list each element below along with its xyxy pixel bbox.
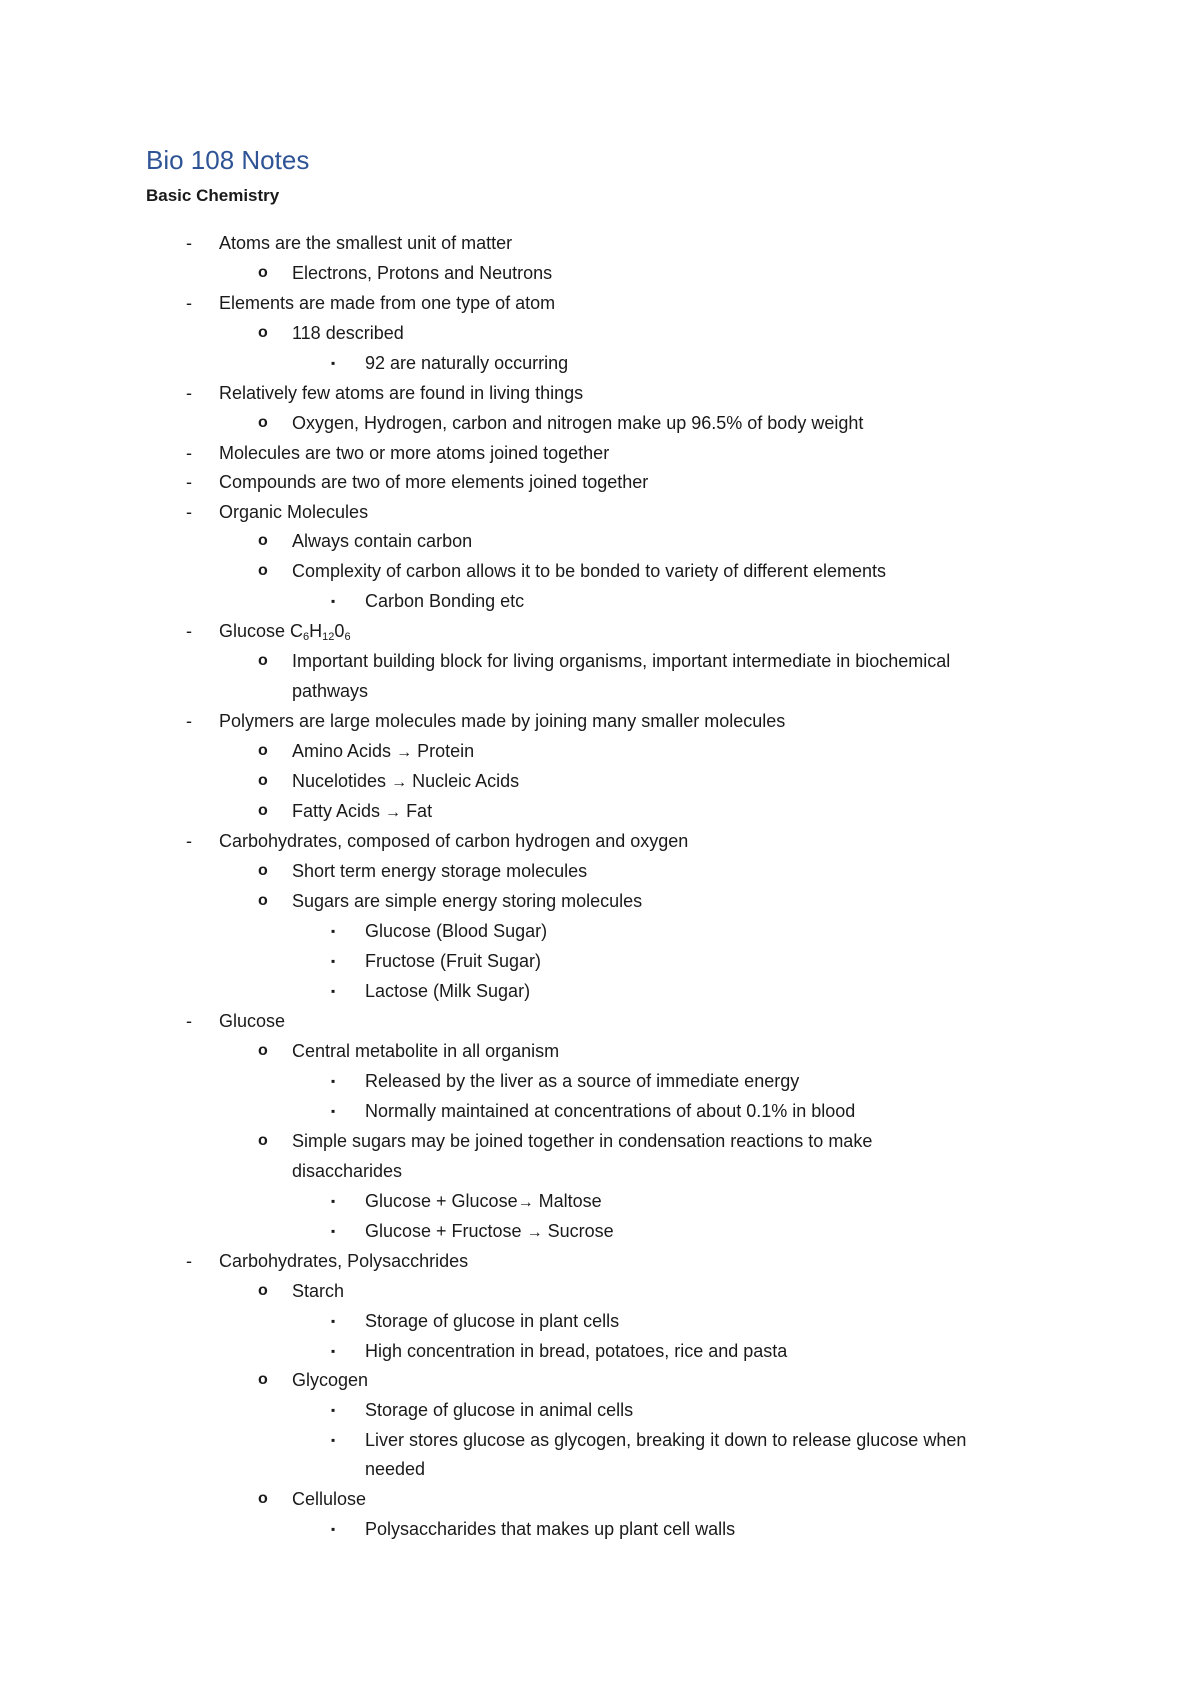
square-bullet: ▪	[331, 1344, 336, 1358]
list-item-continuation	[0, 1454, 1200, 1484]
list-item	[0, 438, 1200, 468]
list-item-text: Released by the liver as a source of immediate energy	[365, 1071, 800, 1091]
list-item-text: needed	[365, 1459, 426, 1479]
circle-bullet: o	[258, 1490, 268, 1507]
list-item	[0, 378, 1200, 408]
square-bullet: ▪	[331, 954, 336, 968]
square-bullet: ▪	[331, 1403, 336, 1417]
dash-bullet: -	[186, 443, 192, 463]
list-item	[0, 766, 1200, 796]
list-item-text: Oxygen, Hydrogen, carbon and nitrogen make up 96.5% of body weight	[292, 413, 864, 433]
dash-bullet: -	[186, 831, 192, 851]
list-item	[0, 1514, 1200, 1544]
dash-bullet: -	[186, 1251, 192, 1271]
square-bullet: ▪	[331, 1522, 336, 1536]
list-item-text: Elements are made from one type of atom	[219, 293, 556, 313]
circle-bullet: o	[258, 414, 268, 431]
list-item-text: Fatty Acids → Fat	[292, 801, 433, 821]
circle-bullet: o	[258, 1132, 268, 1149]
square-bullet: ▪	[331, 356, 336, 370]
list-item	[0, 646, 1200, 676]
circle-bullet: o	[258, 1371, 268, 1388]
square-bullet: ▪	[331, 594, 336, 608]
list-item	[0, 556, 1200, 586]
list-item	[0, 1484, 1200, 1514]
list-item-text: Molecules are two or more atoms joined together	[219, 443, 610, 463]
list-item	[0, 1365, 1200, 1395]
list-item-text: Normally maintained at concentrations of about 0.1% in blood	[365, 1101, 856, 1121]
list-item-text: 118 described	[292, 323, 404, 343]
list-item	[0, 856, 1200, 886]
list-item-text: Relatively few atoms are found in living things	[219, 383, 584, 403]
list-item	[0, 1395, 1200, 1425]
list-item	[0, 706, 1200, 736]
arrow-icon: →	[396, 744, 413, 761]
dash-bullet: -	[186, 711, 192, 731]
list-item	[0, 736, 1200, 766]
list-item	[0, 1066, 1200, 1096]
dash-bullet: -	[186, 383, 192, 403]
list-item-text: Short term energy storage molecules	[292, 861, 588, 881]
glucose-formula	[219, 616, 351, 646]
arrow-icon: →	[526, 1224, 543, 1241]
list-item	[0, 616, 1200, 646]
list-item-text: Polysaccharides that makes up plant cell walls	[365, 1519, 736, 1539]
dash-bullet: -	[186, 472, 192, 492]
list-item	[0, 1276, 1200, 1306]
list-item	[0, 1186, 1200, 1216]
list-item-text: Nucelotides → Nucleic Acids	[292, 771, 520, 791]
page-title: Bio 108 Notes	[146, 145, 310, 175]
circle-bullet: o	[258, 802, 268, 819]
formula-subscript: 6	[344, 631, 351, 643]
square-bullet: ▪	[331, 1194, 336, 1208]
list-item	[0, 1096, 1200, 1126]
circle-bullet: o	[258, 1282, 268, 1299]
circle-bullet: o	[258, 862, 268, 879]
arrow-icon: →	[385, 804, 402, 821]
circle-bullet: o	[258, 742, 268, 759]
list-item	[0, 826, 1200, 856]
list-item	[0, 467, 1200, 497]
list-item-text: Amino Acids → Protein	[292, 741, 475, 761]
section-heading: Basic Chemistry	[146, 186, 280, 205]
list-item	[0, 1006, 1200, 1036]
circle-bullet: o	[258, 562, 268, 579]
list-item-text: Starch	[292, 1281, 345, 1301]
list-item-text: Simple sugars may be joined together in condensation reactions to make	[292, 1131, 873, 1151]
square-bullet: ▪	[331, 1224, 336, 1238]
list-item-text: Atoms are the smallest unit of matter	[219, 233, 513, 253]
list-item-text: Glycogen	[292, 1370, 369, 1390]
list-item-text: Always contain carbon	[292, 531, 473, 551]
list-item-text: Storage of glucose in animal cells	[365, 1400, 634, 1420]
circle-bullet: o	[258, 532, 268, 549]
circle-bullet: o	[258, 652, 268, 669]
list-item	[0, 288, 1200, 318]
arrow-icon: →	[391, 774, 408, 791]
list-item-text: Fructose (Fruit Sugar)	[365, 951, 542, 971]
list-item	[0, 1036, 1200, 1066]
list-item	[0, 1216, 1200, 1246]
list-item	[0, 348, 1200, 378]
list-item	[0, 1126, 1200, 1156]
list-item-text: Glucose (Blood Sugar)	[365, 921, 548, 941]
formula-label: Glucose C	[219, 621, 304, 641]
dash-bullet: -	[186, 621, 192, 641]
list-item	[0, 1306, 1200, 1336]
list-item-text: High concentration in bread, potatoes, rice and pasta	[365, 1341, 788, 1361]
list-item	[0, 1425, 1200, 1455]
list-item	[0, 886, 1200, 916]
list-item-text: Carbohydrates, Polysacchrides	[219, 1251, 469, 1271]
list-item-text: 92 are naturally occurring	[365, 353, 569, 373]
arrow-icon: →	[517, 1194, 534, 1211]
list-item	[0, 497, 1200, 527]
circle-bullet: o	[258, 264, 268, 281]
formula-subscript: 12	[322, 631, 335, 643]
list-item-text: Carbohydrates, composed of carbon hydrogen and oxygen	[219, 831, 689, 851]
list-item-text: Glucose + Fructose → Sucrose	[365, 1221, 614, 1241]
circle-bullet: o	[258, 324, 268, 341]
circle-bullet: o	[258, 892, 268, 909]
dash-bullet: -	[186, 1011, 192, 1031]
dash-bullet: -	[186, 293, 192, 313]
list-item-text: Storage of glucose in plant cells	[365, 1311, 620, 1331]
dash-bullet: -	[186, 502, 192, 522]
list-item-text: Glucose + Glucose→ Maltose	[365, 1191, 602, 1211]
list-item-text: Lactose (Milk Sugar)	[365, 981, 531, 1001]
list-item	[0, 796, 1200, 826]
list-item-text: Polymers are large molecules made by joining many smaller molecules	[219, 711, 786, 731]
list-item-text: pathways	[292, 681, 369, 701]
dash-bullet: -	[186, 233, 192, 253]
list-item-text: Important building block for living organisms, important intermediate in biochemical	[292, 651, 951, 671]
list-item	[0, 1246, 1200, 1276]
square-bullet: ▪	[331, 1314, 336, 1328]
list-item	[0, 408, 1200, 438]
list-item-text: Sugars are simple energy storing molecules	[292, 891, 643, 911]
list-item-text: Central metabolite in all organism	[292, 1041, 560, 1061]
list-item	[0, 916, 1200, 946]
list-item-text: disaccharides	[292, 1161, 403, 1181]
list-item-text: Electrons, Protons and Neutrons	[292, 263, 553, 283]
square-bullet: ▪	[331, 924, 336, 938]
list-item	[0, 258, 1200, 288]
list-item-continuation	[0, 1156, 1200, 1186]
circle-bullet: o	[258, 1042, 268, 1059]
list-item	[0, 976, 1200, 1006]
square-bullet: ▪	[331, 984, 336, 998]
square-bullet: ▪	[331, 1104, 336, 1118]
list-item-continuation	[0, 676, 1200, 706]
list-item	[0, 318, 1200, 348]
formula-element: H	[309, 621, 323, 641]
list-item	[0, 526, 1200, 556]
list-item	[0, 586, 1200, 616]
list-item-text: Compounds are two of more elements joined together	[219, 472, 649, 492]
list-item-text: Complexity of carbon allows it to be bonded to variety of different elements	[292, 561, 886, 581]
square-bullet: ▪	[331, 1074, 336, 1088]
list-item	[0, 1336, 1200, 1366]
list-item	[0, 228, 1200, 258]
formula-element: 0	[334, 621, 345, 641]
list-item-text: Cellulose	[292, 1489, 367, 1509]
formula-subscript: 6	[303, 631, 310, 643]
list-item-text: Carbon Bonding etc	[365, 591, 525, 611]
list-item-text: Liver stores glucose as glycogen, breaking it down to release glucose when	[365, 1430, 967, 1450]
circle-bullet: o	[258, 772, 268, 789]
list-item-text: Organic Molecules	[219, 502, 369, 522]
list-item	[0, 946, 1200, 976]
list-item-text: Glucose	[219, 1011, 286, 1031]
square-bullet: ▪	[331, 1433, 336, 1447]
